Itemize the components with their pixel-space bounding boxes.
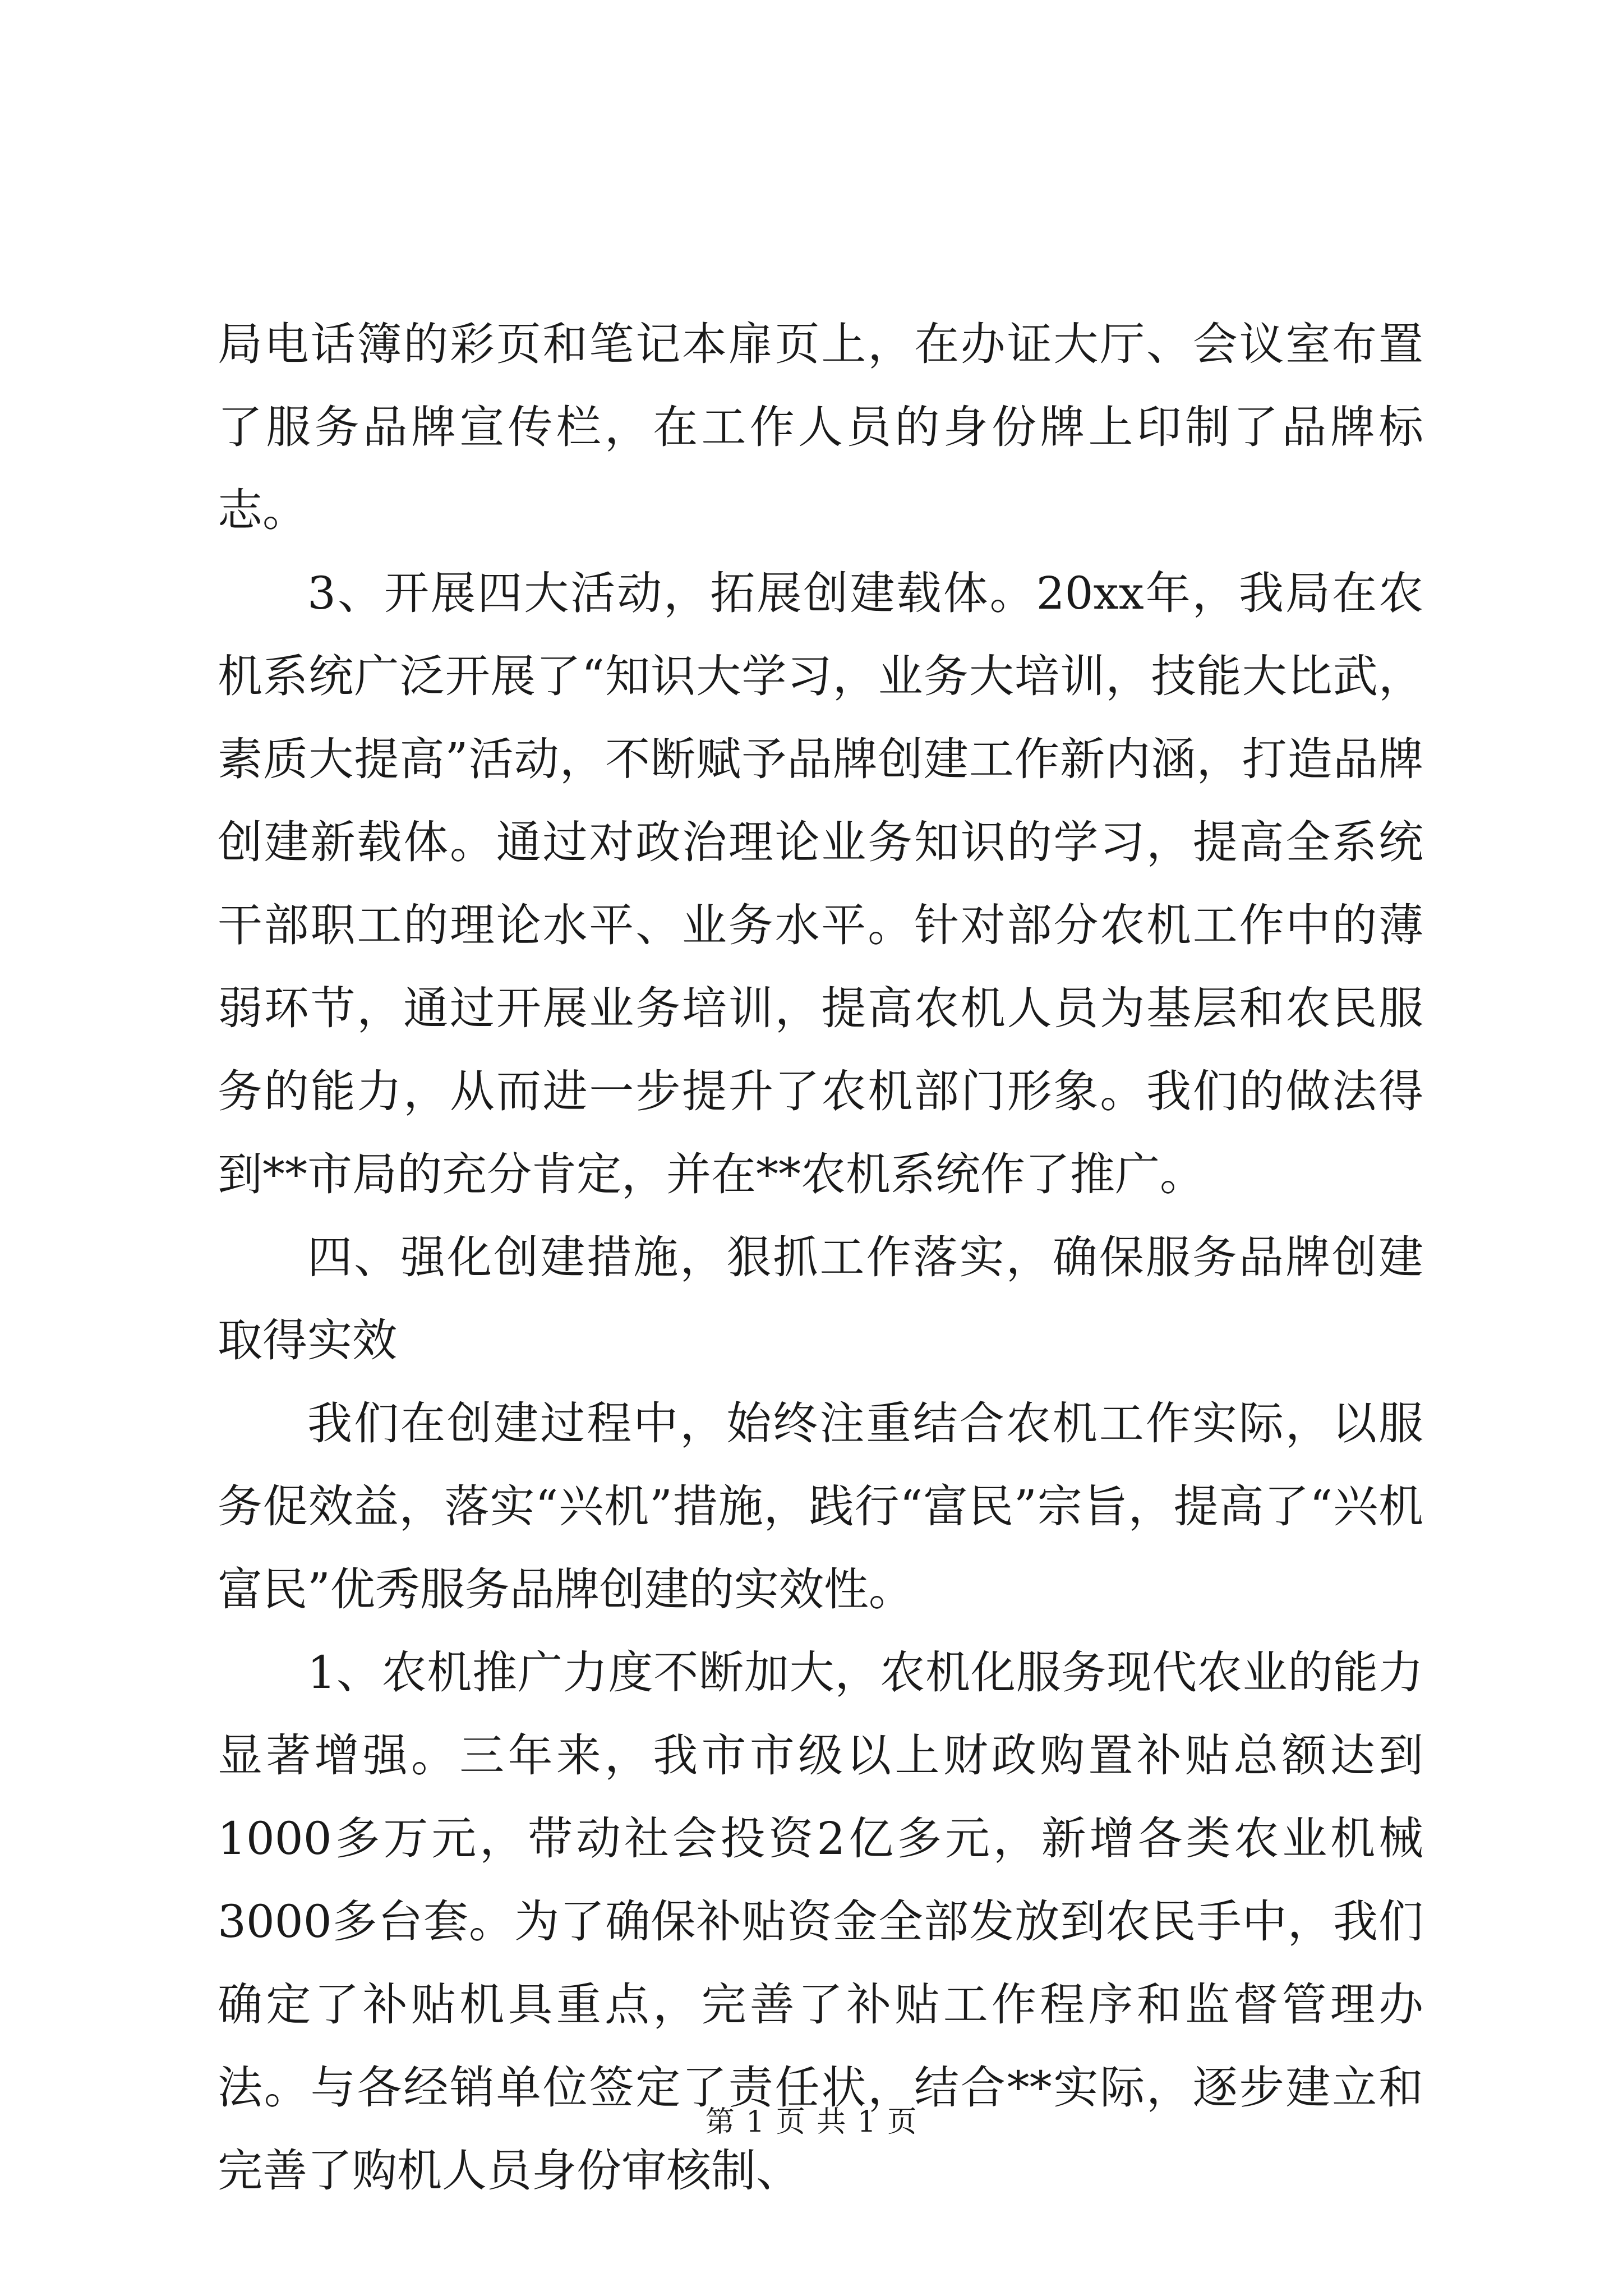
- section-heading-four: 四、强化创建措施，狠抓工作落实，确保服务品牌创建取得实效: [218, 1231, 1423, 1366]
- paragraph-continuation: 局电话簿的彩页和笔记本扉页上，在办证大厅、会议室布置了服务品牌宣传栏，在工作人员的身份牌上印制了品牌标志。: [218, 318, 1423, 536]
- paragraph-promotion: 1、农机推广力度不断加大，农机化服务现代农业的能力显著增强。三年来，我市市级以上财政购置补贴总额达到1000多万元，带动社会投资2亿多元，新增各类农业机械3000多台套。为了确保补贴资金全部发放到农民手中，我们确定了补贴机具重点，完善了补贴工作程序和监督管理办法。与各经销单位签定了责任状，结合**实际，逐步建立和完善了购机人员身份审核制、: [218, 1646, 1423, 2197]
- paragraph-activities: 3、开展四大活动，拓展创建载体。20xx年，我局在农机系统广泛开展了“知识大学习，业务大培训，技能大比武，素质大提高”活动，不断赋予品牌创建工作新内涵，打造品牌创建新载体。通过对政治理论业务知识的学习，提高全系统干部职工的理论水平、业务水平。针对部分农机工作中的薄弱环节，通过开展业务培训，提高农机人员为基层和农民服务的能力，从而进一步提升了农机部门形象。我们的做法得到**市局的充分肯定，并在**农机系统作了推广。: [218, 567, 1423, 1200]
- document-body: [218, 303, 1423, 2212]
- page-footer: 第 1 页 共 1 页: [705, 2105, 918, 2139]
- paragraph-intro: 我们在创建过程中，始终注重结合农机工作实际，以服务促效益，落实“兴机”措施，践行“富民”宗旨，提高了“兴机富民”优秀服务品牌创建的实效性。: [218, 1397, 1423, 1616]
